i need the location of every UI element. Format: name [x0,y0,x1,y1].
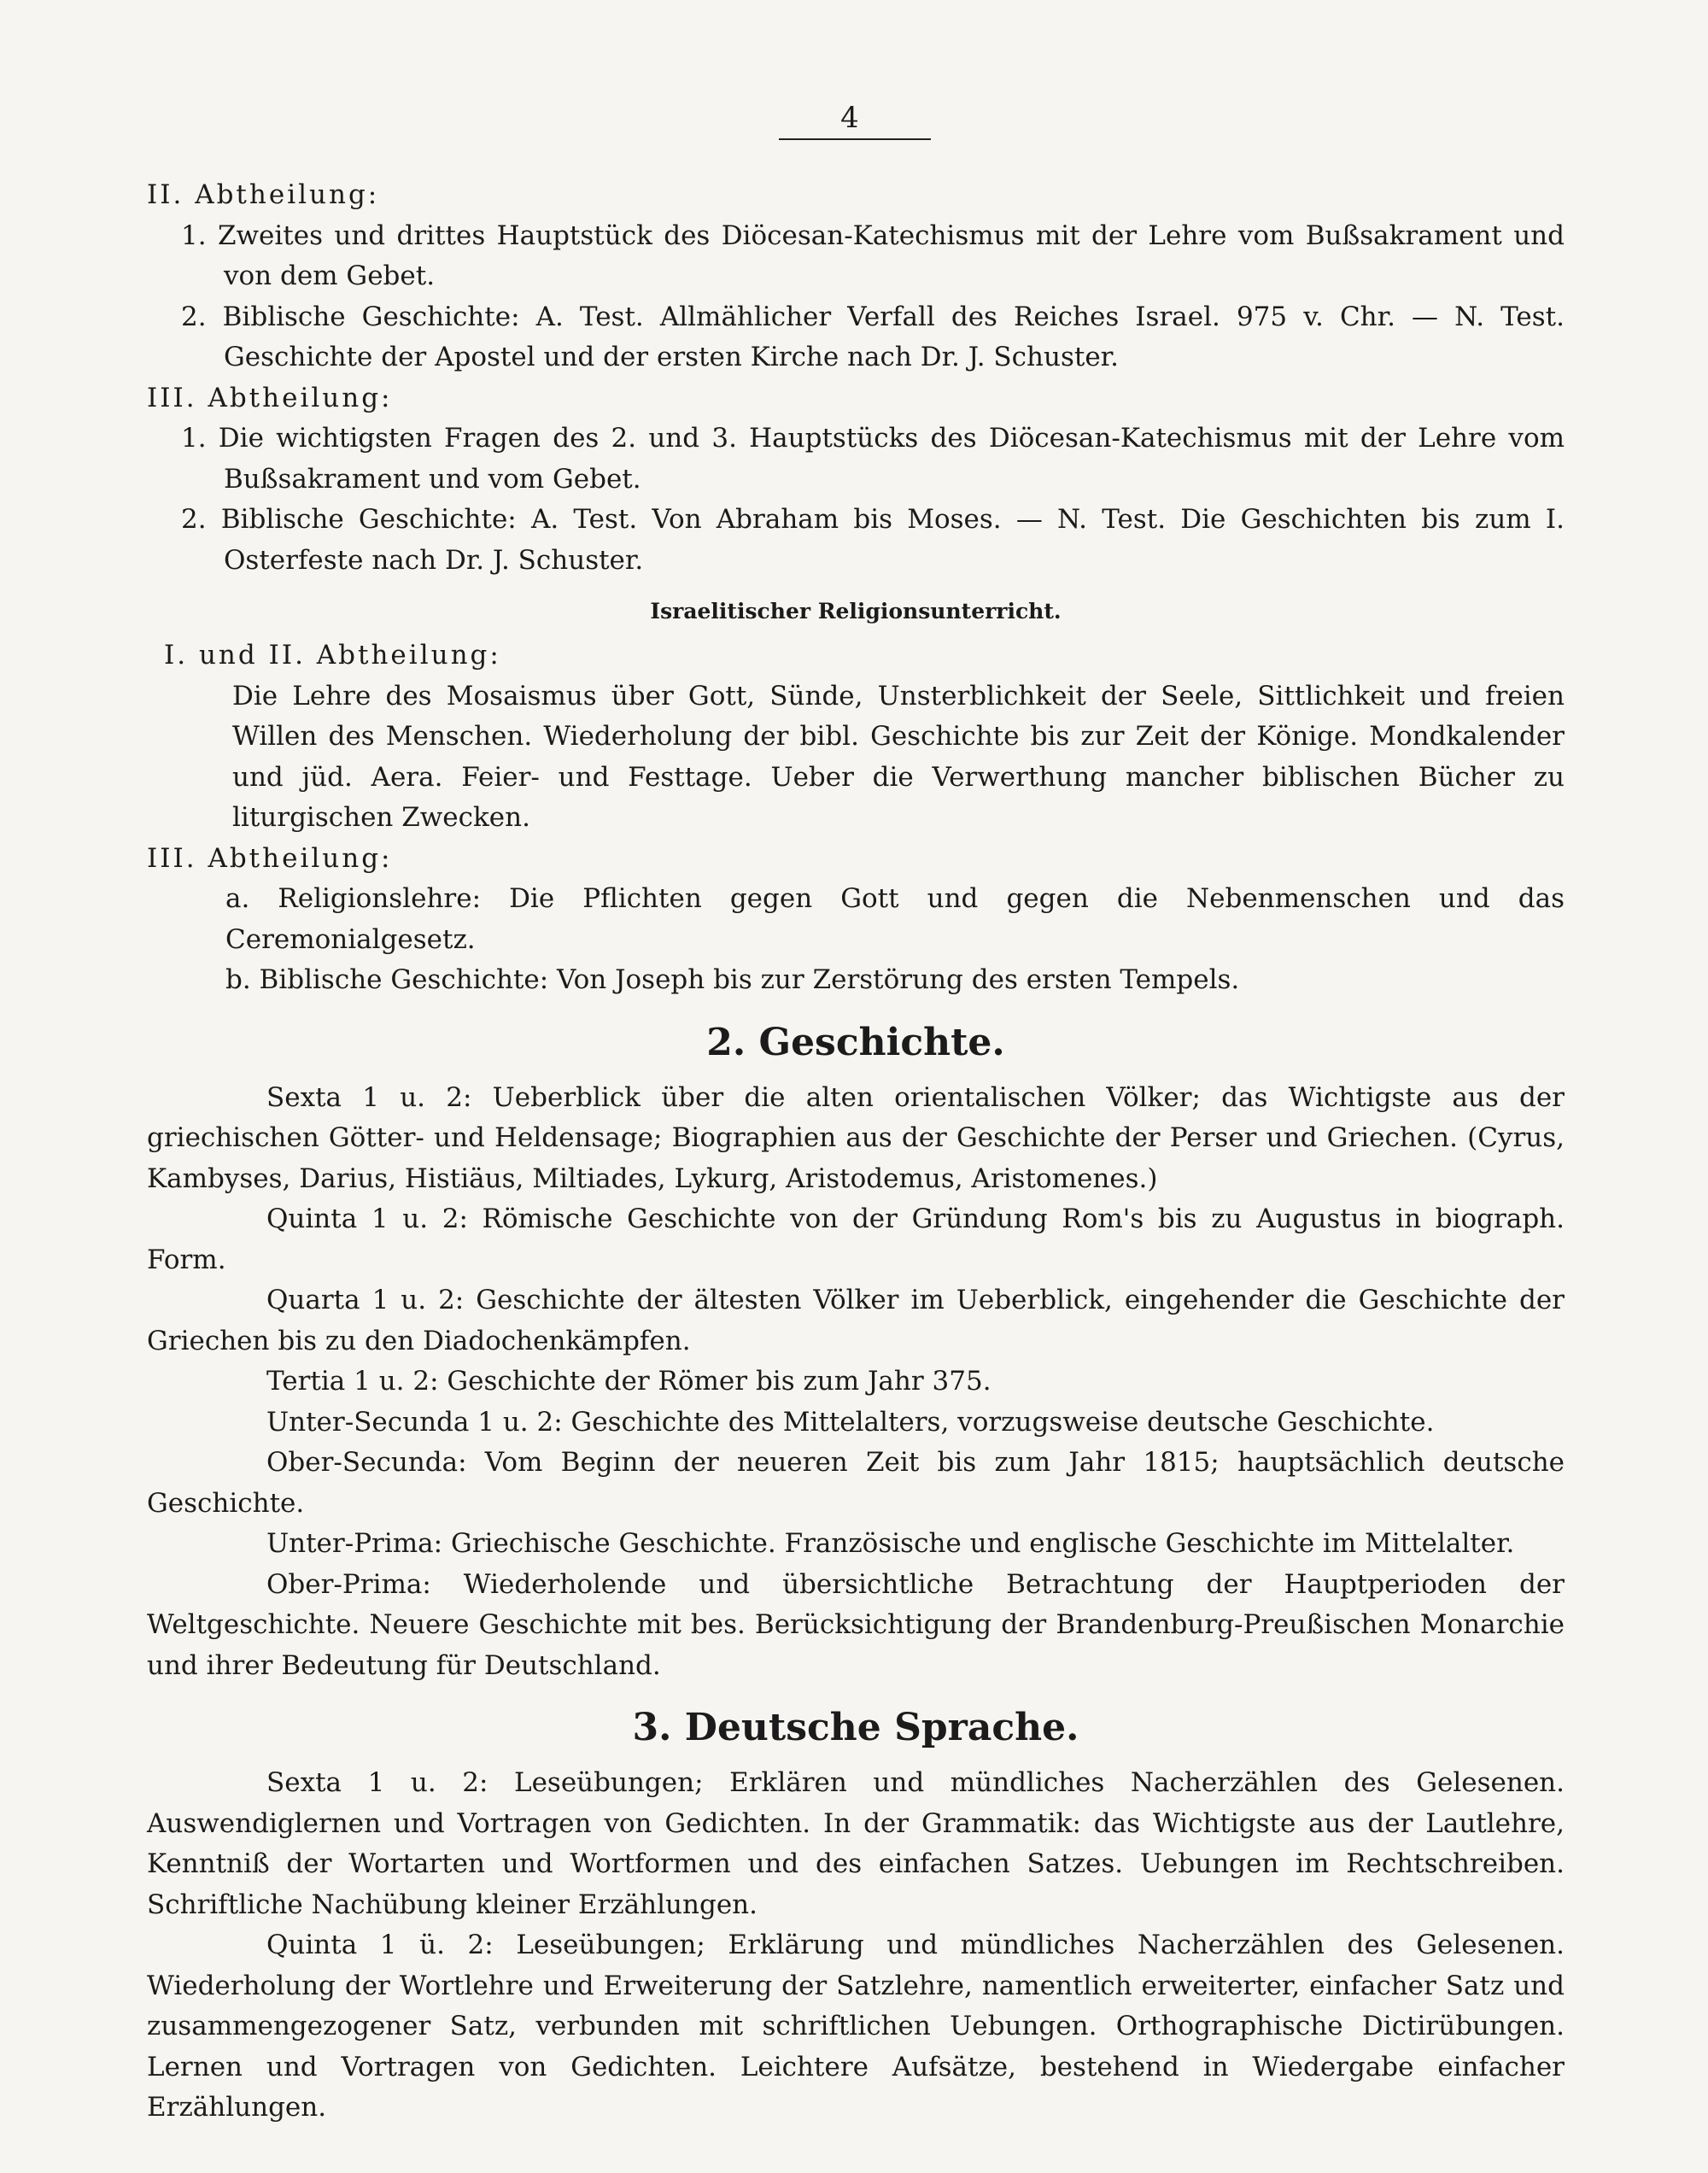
header-rule [779,138,931,140]
religion-abt3-heading: III. Abtheilung: [147,382,393,413]
geschichte-ober-prima: Ober-Prima: Wiederholende und übersichtliche Betrachtung der Hauptperioden der Weltgeschichte. Neuere Geschichte mit bes. Berücksichtigung der Brandenburg-Preußischen Monarchie und ihrer Bedeutung für Deutschland. [147,1568,1565,1681]
israel-abt12-heading: I. und II. Abtheilung: [164,640,501,671]
religion-abt3-item-1: 1. Die wichtigsten Fragen des 2. und 3. Hauptstücks des Diöcesan-Katechismus mit der Lehre vom Bußsakrament und vom Gebet. [181,423,1565,495]
geschichte-section-title: 2. Geschichte. [706,1020,1005,1064]
israel-abt3-item-b: b. Biblische Geschichte: Von Joseph bis zur Zerstörung des ersten Tempels. [225,964,1240,995]
geschichte-quinta: Quinta 1 u. 2: Römische Geschichte von der Gründung Rom's bis zu Augustus in biograph. Form. [147,1204,1565,1275]
geschichte-unter-secunda: Unter-Secunda 1 u. 2: Geschichte des Mittelalters, vorzugsweise deutsche Geschichte. [266,1406,1435,1438]
deutsch-section-title: 3. Deutsche Sprache. [632,1706,1079,1749]
religion-abt2-heading: II. Abtheilung: [147,179,380,210]
geschichte-ober-secunda: Ober-Secunda: Vom Beginn der neueren Zeit bis zum Jahr 1815; hauptsächlich deutsche Geschichte. [147,1447,1565,1519]
israel-abt3-item-a: a. Religionslehre: Die Pflichten gegen Gott und gegen die Nebenmenschen und das Ceremonialgesetz. [225,883,1565,955]
religion-abt2-item-2: 2. Biblische Geschichte: A. Test. Allmählicher Verfall des Reiches Israel. 975 v. Chr. — N. Test. Geschichte der Apostel und der ersten Kirche nach Dr. J. Schuster. [181,301,1565,372]
religion-abt3-item-2: 2. Biblische Geschichte: A. Test. Von Abraham bis Moses. — N. Test. Die Geschichten bis zum I. Osterfeste nach Dr. J. Schuster. [181,504,1565,576]
israel-section-title: Israelitischer Religionsunterricht. [650,599,1062,624]
geschichte-quarta: Quarta 1 u. 2: Geschichte der ältesten Völker im Ueberblick, eingehender die Geschichte der Griechen bis zu den Diadochenkämpfen. [147,1285,1565,1356]
deutsch-sexta: Sexta 1 u. 2: Leseübungen; Erklären und mündliches Nacherzählen des Gelesenen. Auswendiglernen und Vortragen von Gedichten. In der Grammatik: das Wichtigste aus der Lautlehre, Kenntniß der Wortarten und Wortformen und des einfachen Satzes. Uebungen im Rechtschreiben. Schriftliche Nachübung kleiner Erzählungen. [147,1767,1565,1920]
geschichte-unter-prima: Unter-Prima: Griechische Geschichte. Französische und englische Geschichte im Mittelalter. [266,1528,1515,1559]
page-content [147,175,1565,2129]
religion-abt2-item-1: 1. Zweites und drittes Hauptstück des Diöcesan-Katechismus mit der Lehre vom Bußsakrament und von dem Gebet. [181,220,1565,291]
geschichte-sexta: Sexta 1 u. 2: Ueberblick über die alten orientalischen Völker; das Wichtigste aus der griechischen Götter- und Heldensage; Biographien aus der Geschichte der Perser und Griechen. (Cyrus, Kambyses, Darius, Histiäus, Miltiades, Lykurg, Aristodemus, Aristomenes.) [147,1081,1565,1194]
israel-abt3-heading: III. Abtheilung: [147,842,393,874]
geschichte-tertia: Tertia 1 u. 2: Geschichte der Römer bis zum Jahr 375. [266,1366,991,1397]
deutsch-quinta: Quinta 1 ü. 2: Leseübungen; Erklärung und mündliches Nacherzählen des Gelesenen. Wiederholung der Wortlehre und Erweiterung der Satzlehre, namentlich erweiterter, einfacher Satz und zusammengezogener Satz, verbunden mit schriftlichen Uebungen. Orthographische Dictirübungen. Lernen und Vortragen von Gedichten. Leichtere Aufsätze, bestehend in Wiedergabe einfacher Erzählungen. [147,1930,1565,2123]
page-number: 4 [840,101,859,135]
israel-abt12-text: Die Lehre des Mosaismus über Gott, Sünde, Unsterblichkeit der Seele, Sittlichkeit und freien Willen des Menschen. Wiederholung der bibl. Geschichte bis zur Zeit der Könige. Mondkalender und jüd. Aera. Feier- und Festtage. Ueber die Verwerthung mancher biblischen Bücher zu liturgischen Zwecken. [232,680,1565,833]
